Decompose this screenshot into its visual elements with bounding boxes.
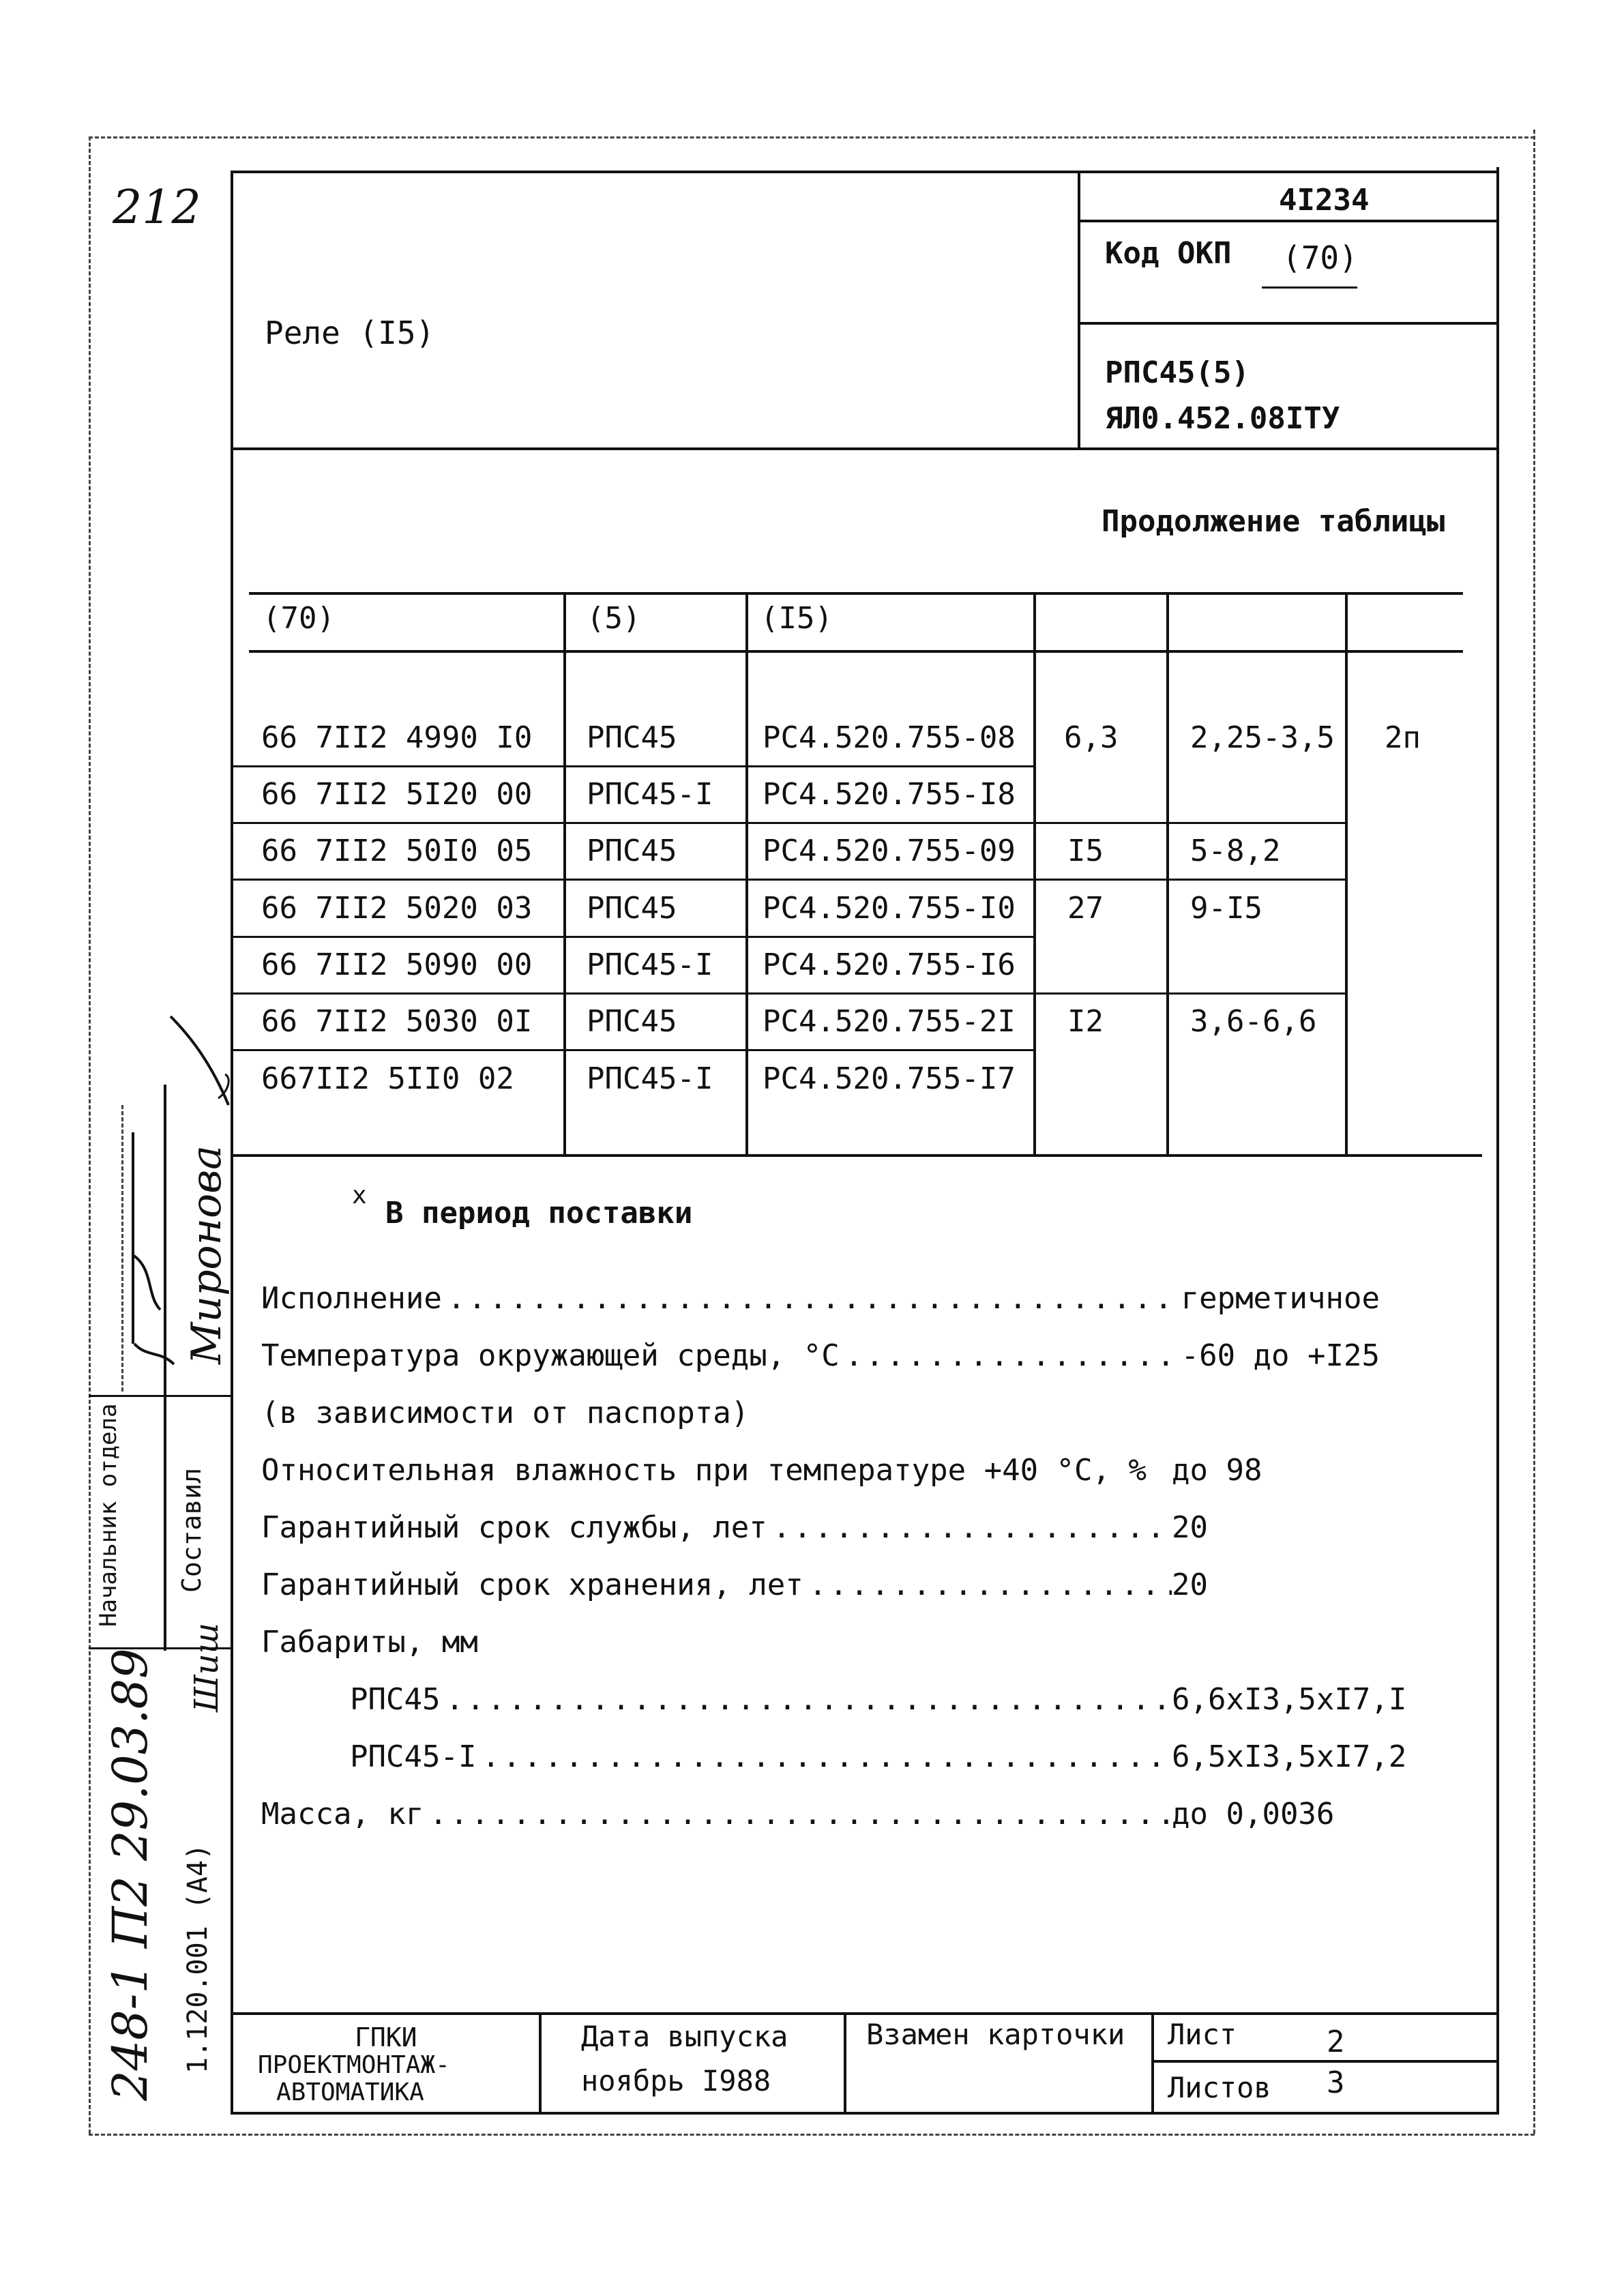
spec-label: Масса, кг	[261, 1797, 424, 1831]
table-cell-r7-c3: РС4.520.755-I7	[763, 1061, 1016, 1096]
table-col-line-5	[1345, 592, 1348, 1154]
footer-sheets-label: Листов	[1168, 2071, 1271, 2104]
table-col-line-3	[1033, 592, 1036, 1154]
table-cell-r1-c2: РПС45	[587, 720, 677, 755]
dot-leader	[476, 1742, 1172, 1772]
table-cell-r6-c3: РС4.520.755-2I	[763, 1004, 1016, 1039]
dot-leader	[803, 1570, 1172, 1600]
spec-label: Гарантийный срок службы, лет	[261, 1510, 767, 1545]
table-col-line-4	[1166, 592, 1169, 1154]
frame-left-dashed	[89, 136, 91, 2134]
frame-bottom-dashed	[89, 2134, 1535, 2136]
footer-org-line2: ПРОЕКТМОНТАЖ-	[258, 2051, 450, 2079]
footnote-mark: x	[352, 1181, 367, 1209]
table-header-okp: (70)	[263, 601, 335, 636]
footer-top-line	[231, 2012, 1499, 2015]
table-merged-2-col4: I5	[1067, 834, 1104, 868]
spec-value: 20	[1172, 1568, 1208, 1602]
footer-sheet-line	[1151, 2060, 1499, 2063]
footer-org-line3: АВТОМАТИКА	[276, 2078, 424, 2106]
table-header-type: (5)	[587, 601, 641, 636]
form-code: 1.120.001 (A4)	[182, 1843, 213, 2074]
table-top-line	[249, 592, 1463, 595]
okp-underline	[1262, 286, 1357, 289]
spec-row-execution	[261, 1281, 1380, 1316]
spec-label: Температура окружающей среды, °С	[261, 1338, 840, 1373]
continuation-label: Продолжение таблицы	[1102, 504, 1445, 539]
signature-mironova: Миронова	[183, 1145, 231, 1364]
footer-org-line1: ГПКИ	[355, 2022, 417, 2052]
table-cell-r2-c1: 66 7II2 5I20 00	[261, 777, 533, 812]
table-merged-3-col4: 27	[1067, 891, 1104, 926]
margin-head-dept: Начальник отдела	[95, 1403, 122, 1627]
okp-value: (70)	[1282, 239, 1358, 276]
spec-row-mass	[261, 1799, 1380, 1829]
spec-label: РПС45	[350, 1682, 441, 1717]
header-title: Реле (I5)	[265, 314, 435, 351]
row-line-6	[231, 1049, 1033, 1051]
spec-code: ЯЛ0.452.08ITУ	[1105, 401, 1340, 436]
dot-leader	[440, 1685, 1172, 1715]
margin-composed: Составил	[177, 1467, 207, 1593]
signature-short: Шиш	[188, 1622, 226, 1712]
footer-sheet-label: Лист	[1168, 2018, 1237, 2051]
spec-row-temperature	[261, 1338, 1380, 1373]
table-cell-r6-c1: 66 7II2 5030 0I	[261, 1004, 533, 1039]
table-col-line-2	[745, 592, 748, 1154]
table-cell-r3-c1: 66 7II2 50I0 05	[261, 834, 533, 868]
table-col-line-1	[563, 592, 566, 1154]
table-cell-r1-c3: РС4.520.755-08	[763, 720, 1016, 755]
spec-value: герметичное	[1181, 1281, 1380, 1316]
product-code: РПС45(5)	[1105, 355, 1250, 390]
spec-humidity-label: Относительная влажность при температуре +40 °С, %	[261, 1453, 1147, 1488]
table-merged-4-col5: 3,6-6,6	[1190, 1004, 1317, 1039]
spec-dimensions-label: Габариты, мм	[261, 1625, 478, 1660]
row-line-5	[231, 992, 1345, 995]
handwritten-reg-number: 248-1 П2 29.03.89	[102, 1648, 158, 2101]
table-cell-r4-c1: 66 7II2 5020 03	[261, 891, 533, 926]
table-cell-r3-c3: РС4.520.755-09	[763, 834, 1016, 868]
table-cell-r2-c3: РС4.520.755-I8	[763, 777, 1016, 812]
footer-sheets-value: 3	[1327, 2065, 1345, 2100]
table-header-line	[249, 650, 1463, 653]
table-cell-r4-c2: РПС45	[587, 891, 677, 926]
footer-date-value: ноябрь I988	[581, 2064, 771, 2098]
footer-col-line-2	[844, 2012, 846, 2112]
okp-label: Код ОКП	[1105, 236, 1232, 271]
table-cell-r6-c2: РПС45	[587, 1004, 677, 1039]
table-cell-r7-c2: РПС45-I	[587, 1061, 713, 1096]
spec-value: -60 до +I25	[1181, 1338, 1380, 1373]
spec-value: 20	[1172, 1510, 1208, 1545]
header-code-line	[1078, 220, 1496, 222]
header-bottom-line	[231, 447, 1499, 450]
table-merged-2-col5: 5-8,2	[1190, 834, 1281, 868]
table-cell-r3-c2: РПС45	[587, 834, 677, 868]
dot-leader	[442, 1284, 1181, 1314]
card-bottom-border	[231, 2112, 1499, 2115]
table-cell-r2-c2: РПС45-I	[587, 777, 713, 812]
row-line-3	[231, 879, 1345, 881]
footer-col-line-1	[539, 2012, 542, 2112]
frame-right-dashed	[1533, 130, 1535, 2134]
table-merged-1-col4: 6,3	[1064, 720, 1119, 755]
spec-label: Гарантийный срок хранения, лет	[261, 1568, 803, 1602]
footnote-text: В период поставки	[385, 1196, 693, 1231]
dot-leader	[424, 1799, 1172, 1829]
pen-stroke-mark	[164, 1010, 239, 1112]
doc-code: 4I234	[1279, 183, 1370, 218]
margin-signature-scribble	[119, 1119, 181, 1378]
table-merged-4-col4: I2	[1067, 1004, 1104, 1039]
card-top-border	[231, 171, 1499, 173]
table-cell-r4-c3: РС4.520.755-I0	[763, 891, 1016, 926]
table-merged-1-col5: 2,25-3,5	[1190, 720, 1335, 755]
table-cell-r1-c1: 66 7II2 4990 I0	[261, 720, 533, 755]
footer-date-label: Дата выпуска	[581, 2020, 788, 2053]
dot-leader	[840, 1341, 1181, 1371]
row-line-4	[231, 936, 1033, 938]
spec-label: РПС45-I	[350, 1739, 477, 1774]
card-left-border	[231, 171, 233, 2113]
row-line-1	[231, 765, 1033, 767]
page-number: 212	[113, 181, 201, 235]
margin-box-top	[89, 1395, 231, 1397]
footer-replace-label: Взамен карточки	[866, 2018, 1125, 2051]
spec-value: до 0,0036	[1172, 1797, 1335, 1831]
header-okp-line	[1078, 322, 1496, 325]
table-merged-3-col5: 9-I5	[1190, 891, 1262, 926]
table-cell-r5-c2: РПС45-I	[587, 947, 713, 982]
frame-top-dashed	[89, 136, 1535, 138]
spec-row-storage-life	[261, 1570, 1380, 1600]
table-cell-r5-c3: РС4.520.755-I6	[763, 947, 1016, 982]
row-line-2	[231, 822, 1345, 824]
spec-row-dim-rps45-1	[350, 1739, 1407, 1774]
spec-temperature-note: (в зависимости от паспорта)	[261, 1396, 750, 1430]
table-cell-r7-c1: 667II2 5II0 02	[261, 1061, 514, 1096]
table-merged-1-col6: 2п	[1385, 720, 1421, 755]
dot-leader	[767, 1513, 1172, 1543]
spec-row-dim-rps45	[350, 1682, 1407, 1717]
table-header-designation: (I5)	[760, 601, 833, 636]
spec-row-service-life	[261, 1510, 1380, 1545]
spec-label: Исполнение	[261, 1281, 442, 1316]
card-right-border	[1496, 167, 1499, 2113]
spec-value: 6,5xI3,5xI7,2	[1172, 1739, 1407, 1774]
spec-value: 6,6xI3,5xI7,I	[1172, 1682, 1407, 1717]
table-cell-r5-c1: 66 7II2 5090 00	[261, 947, 533, 982]
header-divider	[1078, 171, 1080, 447]
table-bottom-line	[231, 1154, 1482, 1157]
footer-sheet-value: 2	[1327, 2025, 1345, 2059]
spec-humidity-value: до 98	[1172, 1453, 1262, 1488]
